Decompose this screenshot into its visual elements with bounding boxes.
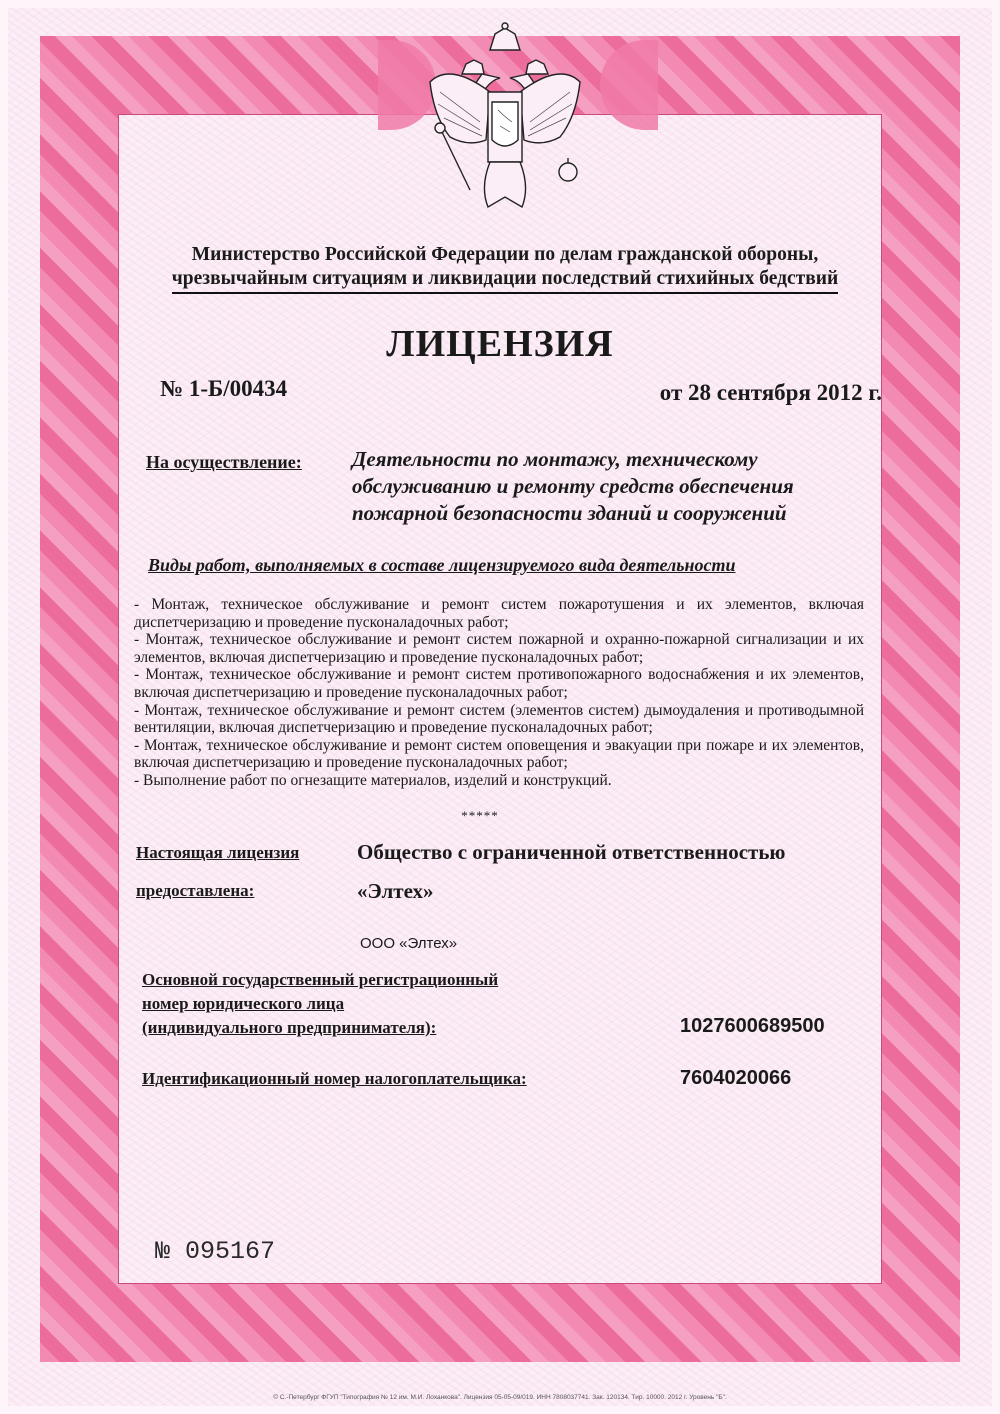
- work-item: - Выполнение работ по огнезащите материалов, изделий и конструкций.: [134, 771, 612, 789]
- work-item: - Монтаж, техническое обслуживание и ремонт систем (элементов систем) дымоудаления и противодымной вентиляции, включая диспетчеризацию и проведение пусконаладочных работ;: [134, 701, 864, 737]
- document-title: ЛИЦЕНЗИЯ: [386, 323, 614, 365]
- ogrn-label-line-1: Основной государственный регистрационный: [142, 970, 499, 989]
- ogrn-label-line-2: номер юридического лица: [142, 994, 345, 1013]
- form-serial-number: № 095167: [155, 1237, 276, 1266]
- inn-label: Идентификационный номер налогоплательщика:: [142, 1069, 527, 1088]
- purpose-text: Деятельности по монтажу, техническому обслуживанию и ремонту средств обеспечения пожарной безопасности зданий и сооружений: [352, 447, 794, 525]
- inn-value: 7604020066: [680, 1067, 792, 1089]
- works-list: [134, 596, 864, 790]
- work-item: - Монтаж, техническое обслуживание и ремонт систем пожаротушения и их элементов, включая диспетчеризацию и проведение пусконаладочных работ;: [134, 596, 864, 631]
- printer-imprint: © С.-Петербург ФГУП "Типография № 12 им. М.И. Лоханкова". Лицензия 05-05-09/019. ИНН 7808037741. Зак. 120134. Тир. 10000. 2012 г. Уровень "Б".: [273, 1394, 727, 1401]
- ministry-line-2: чрезвычайным ситуациям и ликвидации последствий стихийных бедствий: [172, 267, 839, 294]
- license-date: от 28 сентября 2012 г.: [659, 380, 882, 405]
- purpose-label: На осуществление:: [146, 452, 302, 472]
- section-separator: *****: [461, 808, 499, 823]
- organization-short-name: ООО «Элтех»: [360, 935, 458, 952]
- organization-full-name: Общество с ограниченной ответственностью: [357, 840, 786, 864]
- russian-coat-of-arms-icon: [420, 22, 590, 212]
- work-item: - Монтаж, техническое обслуживание и ремонт систем пожарной и охранно-пожарной сигнализации и их элементов, включая диспетчеризацию и проведение пусконаладочных работ;: [134, 631, 864, 666]
- ministry-line-1: Министерство Российской Федерации по делам гражданской обороны,: [191, 244, 819, 265]
- license-number: № 1-Б/00434: [160, 376, 288, 401]
- ogrn-value: 1027600689500: [680, 1015, 825, 1037]
- organization-name-quoted: «Элтех»: [357, 879, 434, 903]
- issuing-authority: [140, 243, 870, 294]
- work-item: - Монтаж, техническое обслуживание и ремонт систем противопожарного водоснабжения и их элементов, включая диспетчеризацию и проведение пусконаладочных работ;: [134, 666, 864, 701]
- work-item: - Монтаж, техническое обслуживание и ремонт систем оповещения и эвакуации при пожаре и их элементов, включая диспетчеризацию и проведение пусконаладочных работ;: [134, 736, 864, 772]
- granted-label-line-2: предоставлена:: [136, 881, 255, 900]
- ogrn-label: [142, 968, 498, 1040]
- ogrn-label-line-3: (индивидуального предпринимателя):: [142, 1018, 437, 1037]
- works-heading: Виды работ, выполняемых в составе лицензируемого вида деятельности: [148, 555, 736, 575]
- granted-label-line-1: Настоящая лицензия: [136, 843, 300, 862]
